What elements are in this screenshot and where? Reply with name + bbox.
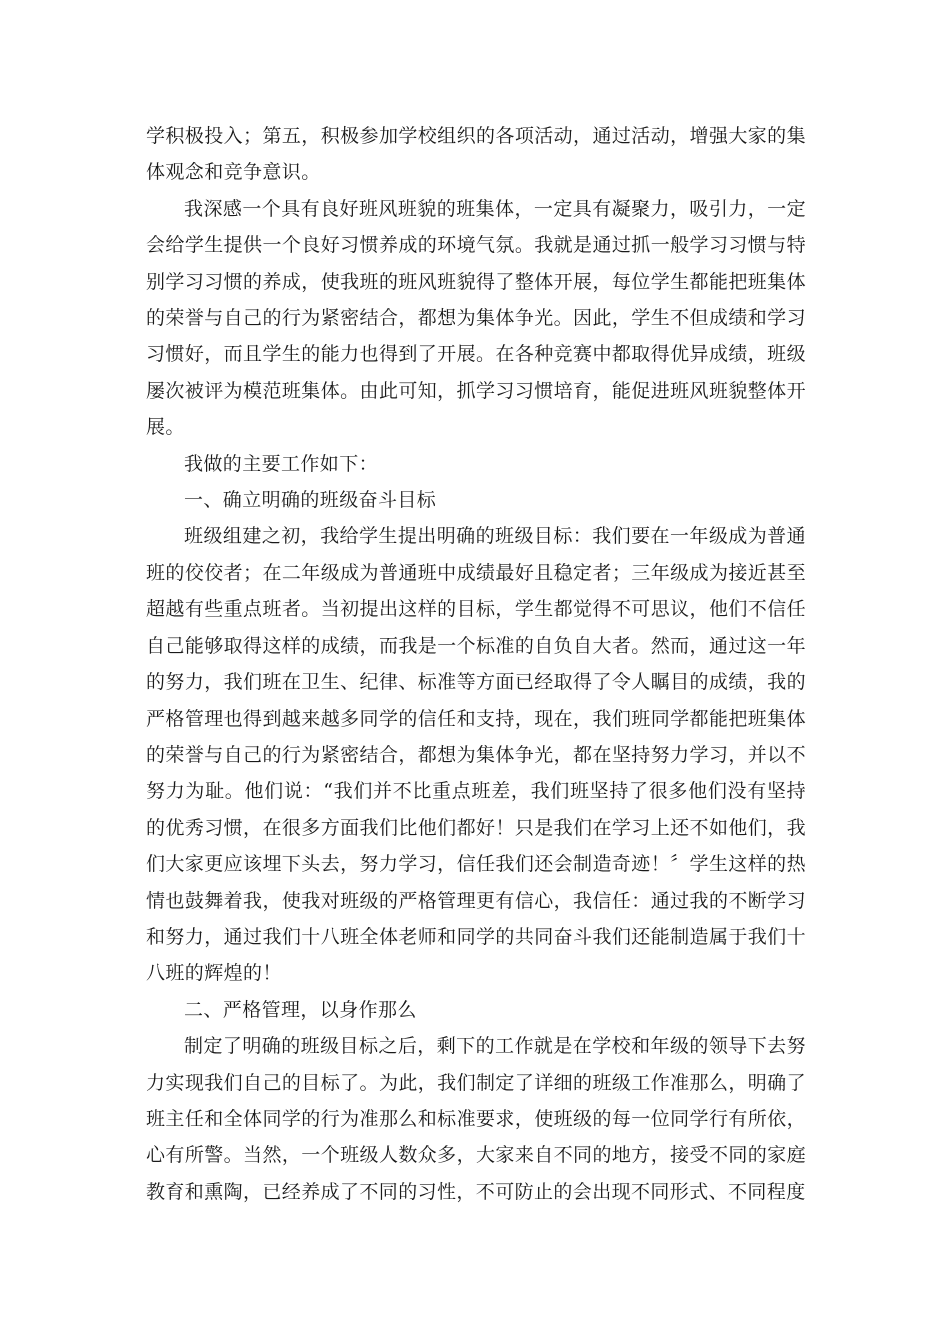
paragraph-1: 学积极投入；第五，积极参加学校组织的各项活动，通过活动，增强大家的集体观念和竞争意识。 [146,125,806,184]
paragraph-4: 班级组建之初，我给学生提出明确的班级目标：我们要在一年级成为普通班的佼佼者；在二年级成为普通班中成绩最好且稳定者；三年级成为接近甚至超越有些重点班者。当初提出这样的目标，学生都觉得不可思议，他们不信任自己能够取得这样的成绩，而我是一个标准的自负自大者。然而，通过这一年的努力，我们班在卫生、纪律、标准等方面已经取得了令人瞩目的成绩，我的严格管理也得到越来越多同学的信任和支持，现在，我们班同学都能把班集体的荣誉与自己的行为紧密结合，都想为集体争光，都在坚持努力学习，并以不努力为耻。他们说：“我们并不比重点班差，我们班坚持了很多他们没有坚持的优秀习惯，在很多方面我们比他们都好！只是我们在学习上还不如他们，我们大家更应该埋下头去，努力学习，信任我们还会制造奇迹！〞学生这样的热情也鼓舞着我，使我对班级的严格管理更有信心，我信任：通过我的不断学习和努力，通过我们十八班全体老师和同学的共同奋斗我们还能制造属于我们十八班的辉煌的！ [146,525,806,985]
paragraph-5: 制定了明确的班级目标之后，剩下的工作就是在学校和年级的领导下去努力实现我们自己的目标了。为此，我们制定了详细的班级工作准那么，明确了班主任和全体同学的行为准那么和标准要求，使班级的每一位同学行有所依，心有所警。当然，一个班级人数众多，大家来自不同的地方，接受不同的家庭教育和熏陶，已经养成了不同的习性，不可防止的会出现不同形式、不同程度 [146,1035,806,1203]
section-heading-1: 一、确立明确的班级奋斗目标 [184,489,437,512]
section-heading-2: 二、严格管理，以身作那么 [184,998,417,1021]
paragraph-2: 我深感一个具有良好班风班貌的班集体，一定具有凝聚力，吸引力，一定会给学生提供一个良好习惯养成的环境气氛。我就是通过抓一般学习习惯与特别学习习惯的养成，使我班的班风班貌得了整体开展，每位学生都能把班集体的荣誉与自己的行为紧密结合，都想为集体争光。因此，学生不但成绩和学习习惯好，而且学生的能力也得到了开展。在各种竞赛中都取得优异成绩，班级屡次被评为模范班集体。由此可知，抓学习习惯培育，能促进班风班貌整体开展。 [146,197,806,439]
document-body [146,118,806,1210]
paragraph-3: 我做的主要工作如下： [184,452,379,475]
